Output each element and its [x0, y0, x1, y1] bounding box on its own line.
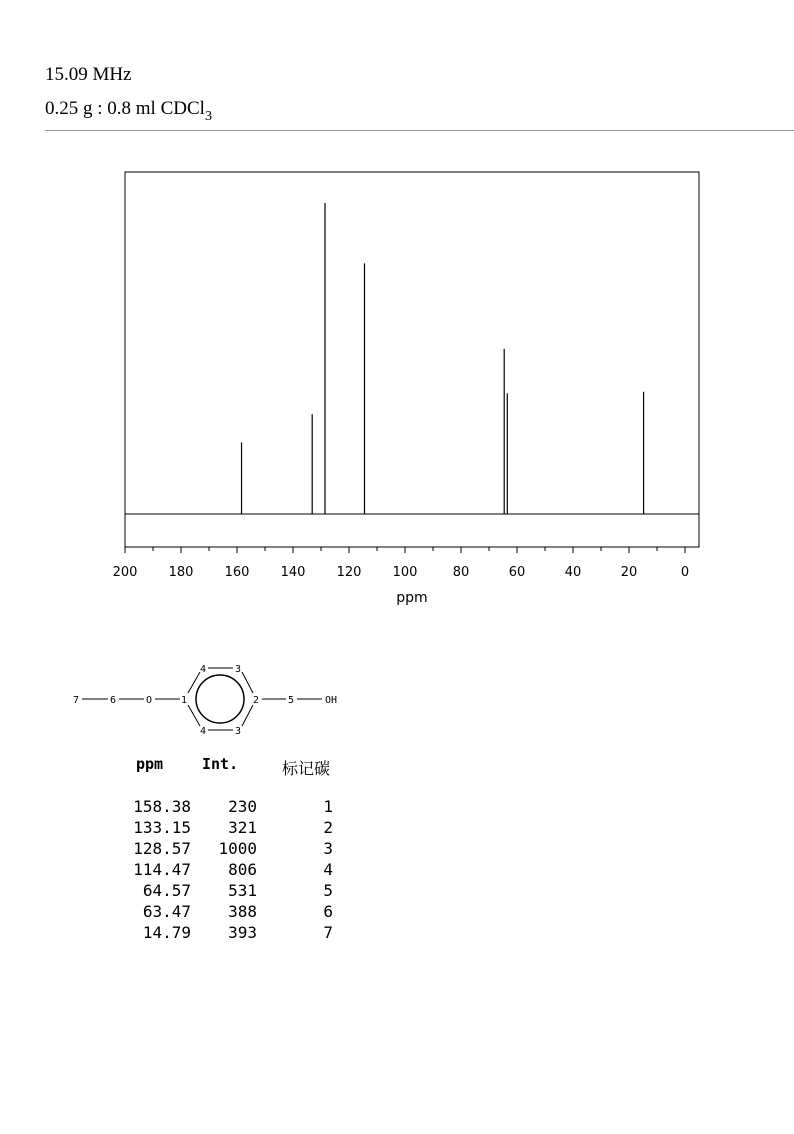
- table-header-carbon: 标记碳: [282, 759, 331, 778]
- x-tick-label: 100: [392, 565, 418, 580]
- aromatic-ring-circle: [196, 675, 244, 723]
- cell-int: 806: [228, 860, 257, 879]
- x-tick-label: 200: [112, 565, 138, 580]
- atom-label-3-bottom: 3: [234, 726, 242, 737]
- table-header-ppm: ppm: [136, 755, 164, 773]
- x-tick-label: 20: [620, 565, 638, 580]
- cell-int: 1000: [218, 839, 257, 858]
- atom-label-3-top: 3: [234, 664, 242, 675]
- atom-label-o: O: [145, 695, 153, 706]
- cell-carbon: 7: [323, 923, 333, 942]
- cell-carbon: 2: [323, 818, 333, 837]
- x-tick-label: 140: [280, 565, 306, 580]
- atom-label-5: 5: [287, 695, 295, 706]
- atom-label-2: 2: [252, 695, 260, 706]
- spectrometer-frequency: 15.09 MHz: [45, 64, 132, 85]
- cell-ppm: 158.38: [133, 797, 191, 816]
- cell-ppm: 14.79: [142, 923, 191, 942]
- atom-label-oh: OH: [324, 695, 338, 706]
- x-tick-label: 120: [336, 565, 362, 580]
- ring-bond-3top-2: [242, 672, 253, 693]
- cell-carbon: 5: [323, 881, 333, 900]
- atom-label-6: 6: [109, 695, 117, 706]
- atom-label-4-bottom: 4: [199, 726, 207, 737]
- x-tick-label: 0: [680, 565, 690, 580]
- atom-label-4-top: 4: [199, 664, 207, 675]
- x-tick-label: 60: [508, 565, 526, 580]
- cell-ppm: 64.57: [142, 881, 191, 900]
- x-tick-label: 160: [224, 565, 250, 580]
- x-tick-label: 180: [168, 565, 194, 580]
- cell-ppm: 133.15: [133, 818, 191, 837]
- ring-bond-2-3bottom: [242, 705, 253, 726]
- cell-carbon: 3: [323, 839, 333, 858]
- cell-int: 531: [228, 881, 257, 900]
- x-tick-label: 80: [452, 565, 470, 580]
- atom-label-7: 7: [72, 695, 80, 706]
- cell-int: 321: [228, 818, 257, 837]
- table-header-int: Int.: [202, 755, 239, 773]
- atom-label-1: 1: [180, 695, 188, 706]
- cell-int: 393: [228, 923, 257, 942]
- sample-subscript: 3: [204, 109, 212, 124]
- x-tick-label: 40: [564, 565, 582, 580]
- cell-ppm: 63.47: [142, 902, 191, 921]
- cell-int: 230: [228, 797, 257, 816]
- cell-ppm: 128.57: [133, 839, 191, 858]
- cell-ppm: 114.47: [133, 860, 191, 879]
- cell-carbon: 4: [323, 860, 333, 879]
- cell-carbon: 1: [323, 797, 333, 816]
- x-axis-label: ppm: [396, 590, 428, 606]
- cell-carbon: 6: [323, 902, 333, 921]
- cell-int: 388: [228, 902, 257, 921]
- sample-main-text: 0.25 g : 0.8 ml CDCl: [45, 98, 205, 119]
